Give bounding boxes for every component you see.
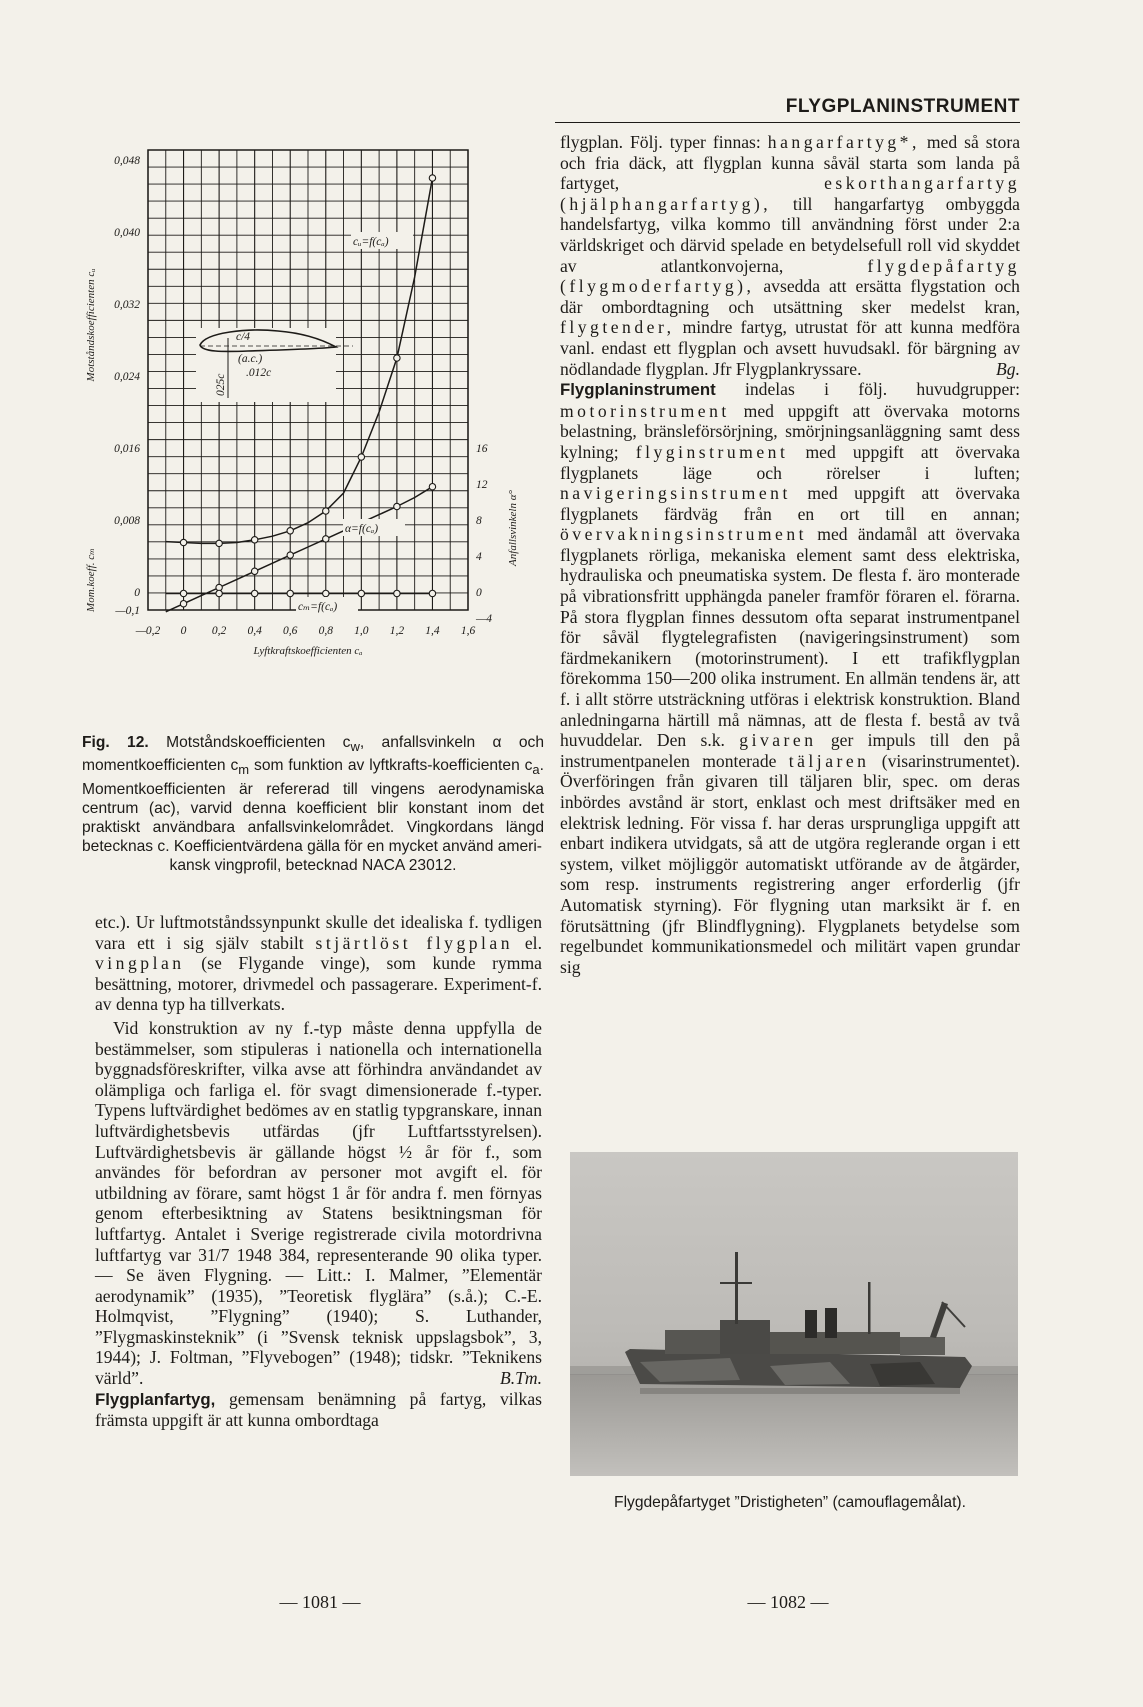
right-paragraph-2	[560, 379, 1020, 977]
y-left-axis-title: Motståndskoefficienten cᵤ	[85, 268, 97, 382]
curve-cm-point	[251, 590, 257, 596]
right-column	[560, 132, 1020, 977]
profile-label-x-offset: .012c	[246, 367, 272, 379]
curve-cm-point	[216, 590, 222, 596]
entry-head-flygplanfartyg: Flygplanfartyg,	[95, 1389, 216, 1409]
left-paragraph-3	[95, 1389, 542, 1431]
left-p1-spaced-2: vingplan	[95, 953, 185, 974]
right-p2-spaced-5: givaren	[739, 730, 817, 751]
x-tick-label: 1,2	[389, 625, 405, 637]
y-right-tick-label: —4	[476, 613, 492, 625]
x-axis-title: Lyftkraftskoefficienten cₐ	[253, 645, 363, 657]
right-p2-g: (visarinstrumentet). Överföringen från givaren till täljaren blir, spec. om deras inbördes avstånd är stort, enklast och mest driftsäker med en elektrisk ledning. För vissa f. har deras ursprungliga uppgift att enbart indikera utvidgats, så att de utgöra reglerande organ i ett system, vilket möjliggör automatiskt utförande av de åtgärder, som resp. instruments registrering anger erforderlig (jfr Automatisk styrning). För flygning utan marksikt är f. en förutsättning (jfr Blindflygning). Flygplanets betydelse som regelbundet kommunikationsmedel och militärt vapen grundar sig	[560, 750, 1020, 977]
left-p2-text: Vid konstruktion av ny f.-typ måste denna uppfylla de bestämmelser, som stipuleras i nationella och internationella byggnadsföreskrifter, vilka avse att förhindra användandet av olämpliga och farliga el. för svagt dimensionerade f.-typer. Typens luftvärdighet bedömes av en statlig typgranskare, innan luftvärdighetsbevis utfärdas (jfr Luftfartsstyrelsen). Luftvärdighetsbevis är gällande högst ½ år för f., som användes för befordran av personer mot avgift el. för utbildning av förare, samt högst 1 år för andra f. men förnyas genom efterbesiktning av Statens besiktningsman för luftfartyg. Antalet i Sverige registrerade civila motordrivna luftfartyg var 31/7 1948 384, representerande 90 olika typer. — Se även Flygning. — Litt.: I. Malmer, ”Elementär aerodynamik” (1935), ”Teoretisk flyglära” (s.å.); C.-E. Holmqvist, ”Flygning” (1940); S. Luthander, ”Flygmaskinsteknik” (i ”Svensk teknisk uppslagsbok”, 3, 1944); J. Foltman, ”Flyvebogen” (1948); tidskr. ”Teknikens värld”.	[95, 1017, 542, 1389]
left-p1-end: (se Flygande vinge), som kunde rymma besättning, motorer, drivmedel och passagerare. Experiment-f. av denna typ ha tillverkats.	[95, 953, 542, 1015]
curve-label-cw: cᵤ=f(cₐ)	[353, 236, 389, 248]
curve-label-cm: cₘ=f(cₐ)	[298, 601, 338, 613]
page-number-right: — 1082 —	[747, 1592, 829, 1612]
figure-caption-text-1: Motståndskoefficienten c	[166, 734, 351, 751]
curve-cw-point	[323, 508, 329, 514]
ship-photo	[570, 1152, 1018, 1476]
right-p2-spaced-6: täljaren	[788, 750, 870, 771]
photo-caption: Flygdepåfartyget ”Dristigheten” (camouflagemålat).	[614, 1494, 966, 1511]
figure-caption-last-line: kansk vingprofil, betecknad NACA 23012.	[169, 857, 457, 875]
figure-caption	[82, 733, 544, 876]
curve-alpha-point	[251, 568, 257, 574]
y-left-tick-label: 0,024	[114, 371, 140, 383]
x-tick-label: 1,6	[460, 625, 476, 637]
right-p1-spaced-1: hangarfartyg*,	[767, 132, 920, 152]
y-right-tick-label: 4	[476, 551, 482, 563]
curve-cm-point	[180, 590, 186, 596]
curve-cw-point	[394, 355, 400, 361]
curve-cm-point	[287, 590, 293, 596]
y-left-tick-label: —0,1	[115, 605, 140, 617]
x-tick-label: 1,4	[425, 625, 440, 637]
left-p3-text: gemensam benämning på fartyg, vilkas främsta uppgift är att kunna ombordtaga	[95, 1388, 542, 1431]
right-p2-c: med uppgift att övervaka flygplanets läge och rörelser i luften;	[560, 441, 1020, 483]
y-left-tick-label: 0,032	[114, 299, 140, 311]
curve-cw-point	[429, 175, 435, 181]
curve-cw-point	[251, 537, 257, 543]
y-right-tick-label: 12	[476, 479, 488, 491]
figure-12-chart	[85, 140, 548, 730]
header-rule	[555, 122, 1020, 123]
right-p1-spaced-2: eskorthangarfartyg (hjälphangarfartyg),	[560, 173, 1020, 214]
figure-caption-sub-m: m	[238, 762, 250, 778]
y-right-tick-label: 8	[476, 515, 482, 527]
y-left-tick-label: 0,040	[114, 227, 140, 239]
right-p1-spaced-3: flygdepåfartyg (flygmoderfartyg),	[560, 255, 1020, 297]
y-left-tick-label: 0,016	[114, 443, 140, 455]
right-p1-spaced-4: flygtender,	[560, 317, 675, 338]
y-left-tick-label: 0,048	[114, 155, 140, 167]
curve-label-alpha: α=f(cₐ)	[345, 523, 379, 535]
left-p1-mid: el.	[524, 932, 542, 953]
right-p2-b: med uppgift att övervaka motorns belastning, bränsleförsörjning, smörjningsanläggning samt dess kylning;	[560, 400, 1020, 462]
curve-alpha-point	[429, 484, 435, 490]
profile-label-quarter: c/4	[236, 331, 251, 343]
right-paragraph-1	[560, 132, 1020, 379]
curve-alpha-point	[394, 503, 400, 509]
profile-label-y-offset: 025c	[215, 373, 227, 396]
figure-caption-text-2: , anfallsvinkeln α och momentkoefficienten c	[82, 734, 545, 775]
x-tick-label: 0,6	[283, 625, 298, 637]
right-p2-spaced-4: övervakningsinstrument	[560, 524, 808, 545]
right-p1-e: mindre fartyg, utrustat för att kunna medföra vanl. endast ett flygplan och avsett huvudsakl. för bärgning av nödlandade flygplan. Jfr Flygplankryssare.	[560, 317, 1020, 379]
left-column	[95, 912, 542, 1431]
x-tick-label: 0	[180, 625, 187, 637]
ship-photo-illustration	[570, 1152, 1018, 1476]
curve-cm-point	[358, 590, 364, 596]
x-tick-label: 0,2	[211, 625, 227, 637]
right-p2-d: med uppgift att övervaka flygplanets färdväg från en ort till en annan;	[560, 483, 1020, 524]
y-right-axis-title: Anfallsvinkeln α°	[507, 490, 519, 566]
y-left-tick-label: 0	[134, 587, 140, 599]
running-header: FLYGPLANINSTRUMENT	[785, 96, 1020, 117]
right-p2-a: indelas i följ. huvudgrupper:	[745, 379, 1020, 400]
x-tick-label: 0,8	[318, 625, 333, 637]
left-paragraph-2	[95, 1018, 542, 1389]
right-p1-a: flygplan. Följ. typer finnas:	[560, 132, 761, 152]
left-paragraph-1	[95, 912, 542, 1015]
right-p1-d: avsedda att ersätta flygstation och där ombordtagning och utsättning sker medelst kran,	[560, 276, 1020, 317]
right-p2-spaced-2: flyginstrument	[635, 441, 789, 462]
curve-cw-point	[287, 528, 293, 534]
y-left-bottom-axis-title: Mom.koeff. cₘ	[85, 548, 97, 612]
curve-cm-point	[323, 590, 329, 596]
right-p2-f: ger impuls till den på instrumentpanelen monterade	[560, 730, 1020, 771]
figure-caption-label: Fig. 12.	[82, 734, 149, 751]
figure-caption-sub-a: a	[532, 762, 540, 778]
left-p1-spaced-1: stjärtlöst flygplan	[315, 932, 514, 953]
curve-cw-point	[180, 539, 186, 545]
left-p2-signature: B.Tm.	[499, 1368, 542, 1389]
entry-head-flygplaninstrument: Flygplaninstrument	[560, 380, 716, 400]
figure-caption-text-3: som funktion av lyftkrafts-koefficienten c	[249, 757, 533, 775]
curve-cw-point	[216, 540, 222, 546]
figure-caption-sub-w: w	[350, 739, 360, 755]
right-p1-signature: Bg.	[996, 358, 1020, 379]
curve-alpha-point	[323, 536, 329, 542]
y-left-tick-label: 0,008	[114, 515, 140, 527]
page-number-left: — 1081 —	[279, 1592, 361, 1612]
right-p2-spaced-3: navigeringsinstrument	[560, 483, 791, 504]
x-tick-label: 1,0	[354, 625, 369, 637]
right-p2-spaced-1: motorinstrument	[560, 400, 730, 421]
curve-alpha-point	[287, 552, 293, 558]
right-p2-e: med ändamål att övervaka flygplanets rörliga, mekaniska element samt dess elektriska, hydrauliska och pneumatiska system. De flesta f. äro monterade på vibrationsfritt upphängda paneler framför föraren el. förarna. På stora flygplan finnes dessutom ofta separat instrumentpanel för såväl flygtelegrafisten (navigeringsinstrument) som färdmekanikern (motorinstrument). I ett trafikflygplan förekomma 150—200 olika instrument. En allmän tendens är, att f. i allt större utsträckning utföras i elektrisk konstruktion. Bland anledningarna härtill må nämnas, att de flesta f. bestå av två huvuddelar. Den s.k.	[560, 524, 1020, 751]
x-tick-label: —0,2	[135, 625, 161, 637]
left-p1-text: etc.). Ur luftmotståndssynpunkt skulle det idealiska f. tydligen vara ett i sig själv stabilt	[95, 912, 542, 953]
curve-cw-point	[358, 454, 364, 460]
y-right-tick-label: 16	[476, 443, 488, 455]
y-right-tick-label: 0	[476, 587, 482, 599]
profile-label-ac: (a.c.)	[238, 353, 263, 365]
curve-alpha-point	[180, 601, 186, 607]
x-tick-label: 0,4	[247, 625, 262, 637]
right-p1-b: med så stora och fria däck, att flygplan kunna såväl starta som landa på fartyget,	[560, 132, 1020, 194]
curve-cm-point	[429, 590, 435, 596]
curve-cm-point	[394, 590, 400, 596]
right-p1-c: till hangarfartyg ombyggda handelsfartyg, vilka kommo till användning först under 2:a världskriget och därvid spelade en betydelsefull roll vid skyddet av atlantkonvojerna,	[560, 193, 1020, 276]
figure-caption-text-4: . Momentkoefficienten är refererad till vingens aerodynamiska centrum (ac), varvid denna koefficient blir konstant inom det praktiskt användbara anfallsvinkelområdet. Vingkordans längd betecknas c. Koefficientvärdena gälla för en mycket använd ameri-	[82, 757, 544, 856]
